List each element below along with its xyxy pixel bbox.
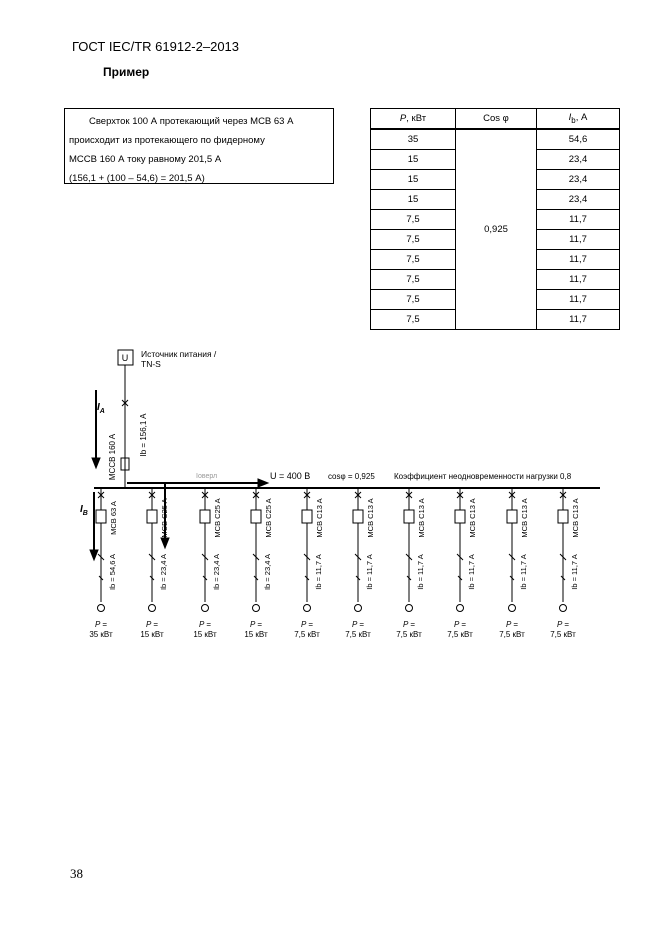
load-terminal xyxy=(355,605,362,612)
branch-ib-label: Ib = 11,7 A xyxy=(416,554,425,590)
branch-breaker-symbol xyxy=(353,510,363,523)
branch-ib-label: Ib = 23,4 A xyxy=(159,553,168,591)
cell-current: 11,7 xyxy=(537,230,620,250)
branch-p-label: P = xyxy=(506,620,518,629)
cell-current: 11,7 xyxy=(537,250,620,270)
cell-power: 7,5 xyxy=(371,250,456,270)
branch-breaker-symbol xyxy=(404,510,414,523)
header-power: Р, кВт xyxy=(371,109,456,130)
feeder-ib-label: Ib = 156,1 A xyxy=(139,413,148,457)
cell-current: 11,7 xyxy=(537,270,620,290)
branch-ib-label: Ib = 11,7 A xyxy=(467,554,476,590)
branch-ib-label: Ib = 23,4 A xyxy=(263,553,272,591)
header-current xyxy=(537,109,620,130)
busbar-cos: cosφ = 0,925 xyxy=(328,472,375,481)
branch-breaker-symbol xyxy=(455,510,465,523)
cell-current: 54,6 xyxy=(537,129,620,150)
branch-breaker-label: MCB C25 A xyxy=(160,498,169,538)
cell-current: 11,7 xyxy=(537,310,620,330)
branch-p-label: P = xyxy=(403,620,415,629)
load-terminal xyxy=(304,605,311,612)
branch-ib-label: Ib = 23,4 A xyxy=(212,553,221,591)
load-terminal xyxy=(149,605,156,612)
single-line-diagram xyxy=(0,340,661,650)
branch-ib-label: Ib = 54,6 A xyxy=(108,553,117,591)
branch-breaker-label: MCB C25 A xyxy=(213,498,222,538)
branch-ib-label: Ib = 11,7 A xyxy=(519,554,528,590)
busbar-voltage: U = 400 В xyxy=(270,471,311,481)
load-terminal xyxy=(457,605,464,612)
branch-breaker-symbol xyxy=(200,510,210,523)
branch-p-value: 7,5 кВт xyxy=(345,630,371,639)
note-line-2: происходит из протекающего по фидерному xyxy=(69,135,265,146)
branch-p-label: P = xyxy=(146,620,158,629)
note-line-3: МССВ 160 А току равному 201,5 А xyxy=(69,154,222,165)
load-terminal xyxy=(560,605,567,612)
cell-power: 7,5 xyxy=(371,310,456,330)
cell-power: 7,5 xyxy=(371,230,456,250)
branch-ib-label: Ib = 11,7 A xyxy=(314,554,323,590)
header-current-sub: b xyxy=(571,115,576,125)
branch-p-value: 35 кВт xyxy=(89,630,113,639)
cell-power: 7,5 xyxy=(371,210,456,230)
load-terminal xyxy=(406,605,413,612)
branch-ib-label: Ib = 11,7 A xyxy=(365,554,374,590)
branch-breaker-symbol xyxy=(251,510,261,523)
branch-p-value: 15 кВт xyxy=(140,630,164,639)
branch-breaker-symbol xyxy=(507,510,517,523)
ib-label: $I_B$ xyxy=(80,504,88,517)
branch-breaker-label: MCB C13 A xyxy=(417,498,426,538)
header-cos: Cos φ xyxy=(456,109,537,130)
ia-label: $I_A$ xyxy=(97,402,105,415)
source-label-line-1: Источник питания / xyxy=(141,349,217,359)
cell-current: 11,7 xyxy=(537,290,620,310)
cell-power: 15 xyxy=(371,170,456,190)
ib-arrow-head xyxy=(90,550,98,560)
cell-current: 23,4 xyxy=(537,170,620,190)
branch-p-value: 7,5 кВт xyxy=(550,630,576,639)
branch-p-label: P = xyxy=(199,620,211,629)
load-table xyxy=(370,108,620,330)
branch-breaker-label: MCB C13 A xyxy=(571,498,580,538)
cell-power: 15 xyxy=(371,150,456,170)
document-header: ГОСТ IEC/TR 61912-2–2013 xyxy=(72,39,240,54)
overload-down-head xyxy=(161,538,169,548)
branch-breaker-label: MCB 63 A xyxy=(109,501,118,535)
branch-p-label: P = xyxy=(454,620,466,629)
cell-current: 23,4 xyxy=(537,150,620,170)
overload-label: Iоверл xyxy=(196,473,218,480)
branch-p-value: 7,5 кВт xyxy=(294,630,320,639)
cell-power: 15 xyxy=(371,190,456,210)
example-heading: Пример xyxy=(103,65,150,79)
cell-power: 35 xyxy=(371,129,456,150)
header-current-unit: , А xyxy=(575,112,588,124)
header-power-text: , кВт xyxy=(406,113,427,124)
load-table-row xyxy=(371,129,620,150)
note-line-1: Сверхток 100 А протекающий через МСВ 63 А xyxy=(89,116,294,127)
branch-p-label: P = xyxy=(95,620,107,629)
branch-ib-label: Ib = 11,7 A xyxy=(570,554,579,590)
branch-p-label: P = xyxy=(352,620,364,629)
ia-arrow-head xyxy=(92,458,100,468)
load-terminal xyxy=(202,605,209,612)
branch-breaker-label: MCB C13 A xyxy=(315,498,324,538)
source-symbol: U xyxy=(121,353,129,363)
branch-p-value: 7,5 кВт xyxy=(447,630,473,639)
feeder-breaker-label: MCCB 160 A xyxy=(108,433,117,481)
branch-breaker-symbol xyxy=(147,510,157,523)
cell-current: 23,4 xyxy=(537,190,620,210)
cell-cos: 0,925 xyxy=(456,129,537,330)
load-table-header xyxy=(371,109,620,130)
load-terminal xyxy=(98,605,105,612)
header-current-symbol: I xyxy=(568,112,572,124)
branch-p-label: P = xyxy=(557,620,569,629)
overcurrent-note-box xyxy=(64,108,334,184)
branch-breaker-label: MCB C25 A xyxy=(264,498,273,538)
branch-breaker-label: MCB C13 A xyxy=(468,498,477,538)
branch-breaker-label: MCB C13 A xyxy=(520,498,529,538)
cell-current: 11,7 xyxy=(537,210,620,230)
branch-p-label: P = xyxy=(250,620,262,629)
page-number: 38 xyxy=(70,866,83,881)
branch-breaker-symbol xyxy=(302,510,312,523)
branch-breaker-symbol xyxy=(558,510,568,523)
cell-power: 7,5 xyxy=(371,270,456,290)
busbar-factor: Коэффициент неодновременности нагрузки 0,8 xyxy=(394,472,572,481)
cell-power: 7,5 xyxy=(371,290,456,310)
branch-p-value: 15 кВт xyxy=(244,630,268,639)
branch-p-value: 7,5 кВт xyxy=(396,630,422,639)
branch-p-label: P = xyxy=(301,620,313,629)
load-terminal xyxy=(509,605,516,612)
branch-breaker-symbol xyxy=(96,510,106,523)
overload-arrow-head xyxy=(258,479,268,487)
branch-p-value: 15 кВт xyxy=(193,630,217,639)
branch-breaker-label: MCB C13 A xyxy=(366,498,375,538)
load-terminal xyxy=(253,605,260,612)
note-line-4: (156,1 + (100 – 54,6) = 201,5 А) xyxy=(69,173,205,184)
branch-p-value: 7,5 кВт xyxy=(499,630,525,639)
source-label-line-2: TN-S xyxy=(141,359,161,369)
